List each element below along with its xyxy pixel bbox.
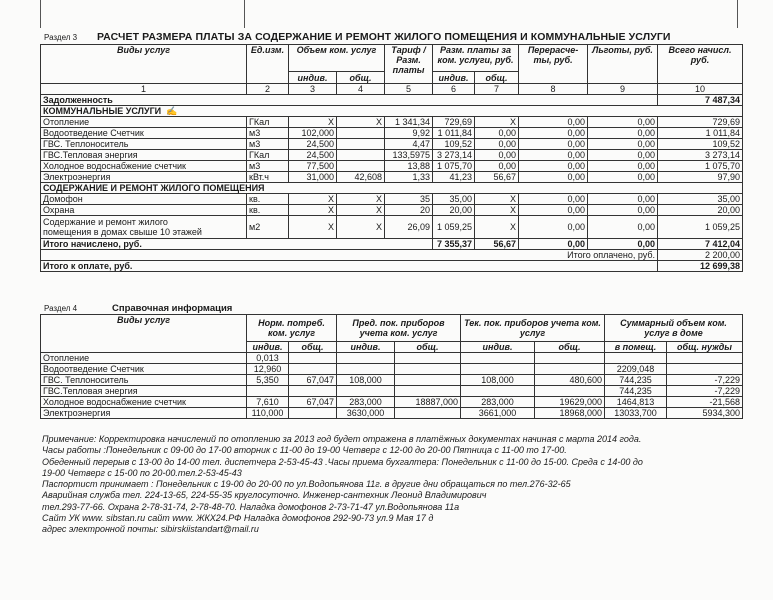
section4-title: Справочная информация xyxy=(112,303,233,314)
ref-header-sum: Суммарный объем ком. услуг в доме xyxy=(605,315,743,342)
col-number: 10 xyxy=(658,84,743,95)
cell-recalc: 0,00 xyxy=(519,161,588,172)
cell-name: Холодное водоснабжение счетчик xyxy=(41,161,247,172)
cell-name: Водоотведение Счетчик xyxy=(41,128,247,139)
cell-si: 744,235 xyxy=(605,386,667,397)
ref-header-norm-common: общ. xyxy=(289,342,337,353)
ref-header-prev-indiv: индив. xyxy=(337,342,395,353)
cell-vi: 24,500 xyxy=(289,139,337,150)
cell-ti xyxy=(461,364,535,375)
group-communal-label: КОММУНАЛЬНЫЕ УСЛУГИ xyxy=(43,106,162,116)
col-number: 8 xyxy=(519,84,588,95)
cell-tariff: 1 341,34 xyxy=(385,117,433,128)
cell-vi: 77,500 xyxy=(289,161,337,172)
repair-name xyxy=(41,216,247,239)
ref-header-norm-indiv: индив. xyxy=(247,342,289,353)
cell-total: 1 011,84 xyxy=(658,128,743,139)
cell-ci: 20,00 xyxy=(433,205,475,216)
ref-header-curr-indiv: индив. xyxy=(461,342,535,353)
cell-nc xyxy=(289,386,337,397)
cell-name: Отопление xyxy=(41,117,247,128)
cell-nc: 67,047 xyxy=(289,375,337,386)
repair-cc: X xyxy=(475,216,519,239)
cell-ni: 0,013 xyxy=(247,353,289,364)
total-charged-total: 7 412,04 xyxy=(658,239,743,250)
cell-sc: -7,229 xyxy=(667,386,743,397)
cell-ben: 0,00 xyxy=(588,150,658,161)
total-charged-ci: 7 355,37 xyxy=(433,239,475,250)
col-number: 1 xyxy=(41,84,247,95)
cell-tariff: 1,33 xyxy=(385,172,433,183)
cell-sc: 5934,300 xyxy=(667,408,743,419)
cell-pi: 108,000 xyxy=(337,375,395,386)
ref-header-norm: Норм. потреб. ком. услуг xyxy=(247,315,337,342)
cell-recalc: 0,00 xyxy=(519,139,588,150)
repair-ci: 1 059,25 xyxy=(433,216,475,239)
cell-ben: 0,00 xyxy=(588,205,658,216)
repair-unit: м2 xyxy=(247,216,289,239)
cell-pi xyxy=(337,364,395,375)
cell-pi xyxy=(337,386,395,397)
cell-pc xyxy=(395,386,461,397)
cell-tariff: 133,5975 xyxy=(385,150,433,161)
header-recalc: Перерасче-ты, руб. xyxy=(519,45,588,84)
cell-name: Домофон xyxy=(41,194,247,205)
table-row xyxy=(41,172,743,183)
repair-name-line1: Содержание и ремонт жилого xyxy=(43,217,168,227)
to-pay-value: 12 699,38 xyxy=(658,261,743,272)
cell-tc: 480,600 xyxy=(535,375,605,386)
cell-vi: 31,000 xyxy=(289,172,337,183)
cell-unit: кв. xyxy=(247,194,289,205)
table-row xyxy=(41,117,743,128)
cell-ci: 35,00 xyxy=(433,194,475,205)
cell-ni: 12,960 xyxy=(247,364,289,375)
cell-tariff: 9,92 xyxy=(385,128,433,139)
cell-cc: X xyxy=(475,205,519,216)
cell-cc: X xyxy=(475,117,519,128)
cell-tc: 19629,000 xyxy=(535,397,605,408)
cell-vc xyxy=(337,139,385,150)
table-row xyxy=(41,139,743,150)
cell-vc: X xyxy=(337,194,385,205)
table-row xyxy=(41,408,743,419)
table-row xyxy=(41,375,743,386)
note-line: Сайт УК www. sibstan.ru сайт www. ЖКХ24.РФ Наладка домофонов 292-90-73 ул.9 Мая 17 д xyxy=(42,513,434,524)
repair-name-line2: помещения в домах свыше 10 этажей xyxy=(43,227,202,237)
col-number: 7 xyxy=(475,84,519,95)
cell-unit: м3 xyxy=(247,161,289,172)
cell-tc xyxy=(535,353,605,364)
cell-si: 744,235 xyxy=(605,375,667,386)
table-row xyxy=(41,205,743,216)
cell-nc xyxy=(289,364,337,375)
table-row xyxy=(41,128,743,139)
cell-si: 2209,048 xyxy=(605,364,667,375)
col-number: 6 xyxy=(433,84,475,95)
note-line: Часы работы :Понедельник с 09-00 до 17-00 вторник с 11-00 до 19-00 Четверг с 12-00 до 20-00 Пятница с 11-00 то 17-00. xyxy=(42,445,567,456)
debt-label: Задолженность xyxy=(41,95,658,106)
cell-unit: м3 xyxy=(247,139,289,150)
cell-vc: 42,608 xyxy=(337,172,385,183)
cell-vi: X xyxy=(289,205,337,216)
cell-vi: 102,000 xyxy=(289,128,337,139)
cell-tariff: 35 xyxy=(385,194,433,205)
cell-total: 1 075,70 xyxy=(658,161,743,172)
cell-name: Электроэнергия xyxy=(41,408,247,419)
repair-ben: 0,00 xyxy=(588,216,658,239)
total-charged-recalc: 0,00 xyxy=(519,239,588,250)
cell-pi: 283,000 xyxy=(337,397,395,408)
cell-name: ГВС. Теплоноситель xyxy=(41,139,247,150)
cell-sc: -7,229 xyxy=(667,375,743,386)
cell-cc: X xyxy=(475,194,519,205)
cell-ci: 3 273,14 xyxy=(433,150,475,161)
cell-ti: 3661,000 xyxy=(461,408,535,419)
cell-nc xyxy=(289,353,337,364)
ref-header-prev-common: общ. xyxy=(395,342,461,353)
maintenance-rows xyxy=(41,194,743,216)
table-row xyxy=(41,216,743,239)
cell-tc: 18968,000 xyxy=(535,408,605,419)
cell-pc: 18887,000 xyxy=(395,397,461,408)
cell-name: Отопление xyxy=(41,353,247,364)
ref-header-curr: Тек. пок. приборов учета ком. услуг xyxy=(461,315,605,342)
table-row xyxy=(41,161,743,172)
header-volume-indiv: индив. xyxy=(289,72,337,84)
pen-mark-icon: ✍ xyxy=(166,106,178,116)
total-charged-ben: 0,00 xyxy=(588,239,658,250)
cell-ben: 0,00 xyxy=(588,194,658,205)
cell-si xyxy=(605,353,667,364)
cell-ci: 41,23 xyxy=(433,172,475,183)
cell-ti: 108,000 xyxy=(461,375,535,386)
cell-ben: 0,00 xyxy=(588,117,658,128)
repair-vi: X xyxy=(289,216,337,239)
cell-cc: 0,00 xyxy=(475,128,519,139)
cell-nc xyxy=(289,408,337,419)
repair-total: 1 059,25 xyxy=(658,216,743,239)
cell-ci: 729,69 xyxy=(433,117,475,128)
cell-tariff: 13,88 xyxy=(385,161,433,172)
cell-ben: 0,00 xyxy=(588,128,658,139)
cell-tc xyxy=(535,386,605,397)
cell-tariff: 20 xyxy=(385,205,433,216)
cell-recalc: 0,00 xyxy=(519,150,588,161)
note-line: 19-00 Четверг с 15-00 по 20-00.тел.2-53-45-43 xyxy=(42,467,242,478)
reference-rows xyxy=(41,353,743,419)
total-charged-label: Итого начислено, руб. xyxy=(41,239,433,250)
cell-name: ГВС.Тепловая энергия xyxy=(41,150,247,161)
notes-block xyxy=(42,434,742,536)
cell-ni xyxy=(247,386,289,397)
cell-ben: 0,00 xyxy=(588,172,658,183)
cell-vc: X xyxy=(337,117,385,128)
cell-unit: ГКал xyxy=(247,117,289,128)
table-row xyxy=(41,194,743,205)
cell-recalc: 0,00 xyxy=(519,194,588,205)
cell-recalc: 0,00 xyxy=(519,205,588,216)
table-row xyxy=(41,386,743,397)
cell-total: 35,00 xyxy=(658,194,743,205)
repair-vc: X xyxy=(337,216,385,239)
header-unit: Ед.изм. xyxy=(247,45,289,84)
cell-ti: 283,000 xyxy=(461,397,535,408)
debt-value: 7 487,34 xyxy=(658,95,743,106)
cell-recalc: 0,00 xyxy=(519,117,588,128)
cell-vc: X xyxy=(337,205,385,216)
cell-cc: 0,00 xyxy=(475,161,519,172)
cell-tariff: 4,47 xyxy=(385,139,433,150)
table-row xyxy=(41,150,743,161)
cell-ci: 109,52 xyxy=(433,139,475,150)
repair-recalc: 0,00 xyxy=(519,216,588,239)
communal-rows xyxy=(41,117,743,183)
cell-ni: 7,610 xyxy=(247,397,289,408)
paid-value: 2 200,00 xyxy=(658,250,743,261)
header-total: Всего начисл. руб. xyxy=(658,45,743,84)
cell-cc: 56,67 xyxy=(475,172,519,183)
ref-header-common-needs: общ. нужды xyxy=(667,342,743,353)
ref-header-prev: Пред. пок. приборов учета ком. услуг xyxy=(337,315,461,342)
note-line: Паспортист принимает : Понедельник с 19-00 до 20-00 по ул.Водопьянова 11г. в другие дни обращаться по тел.276-32-65 xyxy=(42,479,571,490)
repair-tariff: 26,09 xyxy=(385,216,433,239)
cell-ti xyxy=(461,353,535,364)
cell-unit: ГКал xyxy=(247,150,289,161)
top-strip xyxy=(40,0,738,28)
section3-title: РАСЧЕТ РАЗМЕРА ПЛАТЫ ЗА СОДЕРЖАНИЕ И РЕМОНТ ЖИЛОГО ПОМЕЩЕНИЯ И КОММУНАЛЬНЫЕ УСЛУГИ xyxy=(97,31,671,43)
reference-table xyxy=(40,314,743,419)
cell-total: 109,52 xyxy=(658,139,743,150)
cell-recalc: 0,00 xyxy=(519,128,588,139)
cell-name: ГВС. Теплоноситель xyxy=(41,375,247,386)
header-service: Виды услуг xyxy=(41,45,247,84)
note-line: адрес электронной почты: sibirskiistandart@mail.ru xyxy=(42,524,259,535)
to-pay-label: Итого к оплате, руб. xyxy=(41,261,658,272)
section3-label: Раздел 3 xyxy=(44,33,78,42)
cell-si: 1464,813 xyxy=(605,397,667,408)
cell-ben: 0,00 xyxy=(588,161,658,172)
cell-total: 729,69 xyxy=(658,117,743,128)
cell-name: ГВС.Тепловая энергия xyxy=(41,386,247,397)
cell-sc xyxy=(667,364,743,375)
note-line: Примечание: Корректировка начислений по отоплению за 2013 год будет отражена в платёжных документах начиная с марта 2014 года. xyxy=(42,434,642,444)
paid-label: Итого оплачено, руб. xyxy=(41,250,658,261)
section4-label: Раздел 4 xyxy=(44,304,78,313)
col-number: 3 xyxy=(289,84,337,95)
cell-total: 20,00 xyxy=(658,205,743,216)
header-volume-common: общ. xyxy=(337,72,385,84)
col-number: 4 xyxy=(337,84,385,95)
cell-total: 97,90 xyxy=(658,172,743,183)
header-charge-common: общ. xyxy=(475,72,519,84)
cell-unit: кв. xyxy=(247,205,289,216)
cell-pi: 3630,000 xyxy=(337,408,395,419)
header-volume: Объем ком. услуг xyxy=(289,45,385,72)
cell-name: Охрана xyxy=(41,205,247,216)
section3-header xyxy=(40,30,742,44)
cell-sc: -21,568 xyxy=(667,397,743,408)
cell-name: Электроэнергия xyxy=(41,172,247,183)
ref-header-in-room: в помещ. xyxy=(605,342,667,353)
cell-nc: 67,047 xyxy=(289,397,337,408)
cell-ni: 5,350 xyxy=(247,375,289,386)
cell-total: 3 273,14 xyxy=(658,150,743,161)
cell-vi: X xyxy=(289,117,337,128)
col-number: 2 xyxy=(247,84,289,95)
total-charged-cc: 56,67 xyxy=(475,239,519,250)
cell-pc xyxy=(395,375,461,386)
note-line: тел.293-77-66. Охрана 2-78-31-74, 2-78-48-70. Наладка домофонов 2-73-71-47 ул.Водопьянова 11а xyxy=(42,501,460,512)
cell-vi: 24,500 xyxy=(289,150,337,161)
ref-header-service: Виды услуг xyxy=(41,315,247,353)
cell-pc xyxy=(395,364,461,375)
cell-tc xyxy=(535,364,605,375)
cell-vc xyxy=(337,161,385,172)
note-line: Аварийная служба тел. 224-13-65, 224-55-35 круглосуточно. Инженер-сантехник Леонид Владимирович xyxy=(42,490,487,501)
cell-pc xyxy=(395,353,461,364)
cell-ben: 0,00 xyxy=(588,139,658,150)
cell-vc xyxy=(337,128,385,139)
cell-vc xyxy=(337,150,385,161)
cell-ci: 1 011,84 xyxy=(433,128,475,139)
cell-ti xyxy=(461,386,535,397)
cell-ci: 1 075,70 xyxy=(433,161,475,172)
table-row xyxy=(41,364,743,375)
table-row xyxy=(41,353,743,364)
table-row xyxy=(41,397,743,408)
cell-unit: м3 xyxy=(247,128,289,139)
cell-sc xyxy=(667,353,743,364)
cell-cc: 0,00 xyxy=(475,150,519,161)
ref-header-curr-common: общ. xyxy=(535,342,605,353)
header-tariff: Тариф / Разм. платы xyxy=(385,45,433,84)
header-charge: Разм. платы за ком. услуги, руб. xyxy=(433,45,519,72)
group-communal xyxy=(41,106,743,117)
cell-name: Холодное водоснабжение счетчик xyxy=(41,397,247,408)
cell-name: Водоотведение Счетчик xyxy=(41,364,247,375)
group-maintenance: СОДЕРЖАНИЕ И РЕМОНТ ЖИЛОГО ПОМЕЩЕНИЯ xyxy=(41,183,743,194)
note-line: Обеденный перерыв с 13-00 до 14-00 тел. диспетчера 2-53-45-43 .Часы приема бухгалтера: Понедельник с 11-00 до 15-00. Среда с 14-00 до xyxy=(42,456,643,467)
charges-table xyxy=(40,44,743,272)
cell-si: 13033,700 xyxy=(605,408,667,419)
cell-pc xyxy=(395,408,461,419)
col-number: 9 xyxy=(588,84,658,95)
header-charge-indiv: индив. xyxy=(433,72,475,84)
cell-ni: 110,000 xyxy=(247,408,289,419)
col-number: 5 xyxy=(385,84,433,95)
cell-cc: 0,00 xyxy=(475,139,519,150)
header-benefits: Льготы, руб. xyxy=(588,45,658,84)
cell-vi: X xyxy=(289,194,337,205)
cell-unit: кВт.ч xyxy=(247,172,289,183)
cell-pi xyxy=(337,353,395,364)
cell-recalc: 0,00 xyxy=(519,172,588,183)
